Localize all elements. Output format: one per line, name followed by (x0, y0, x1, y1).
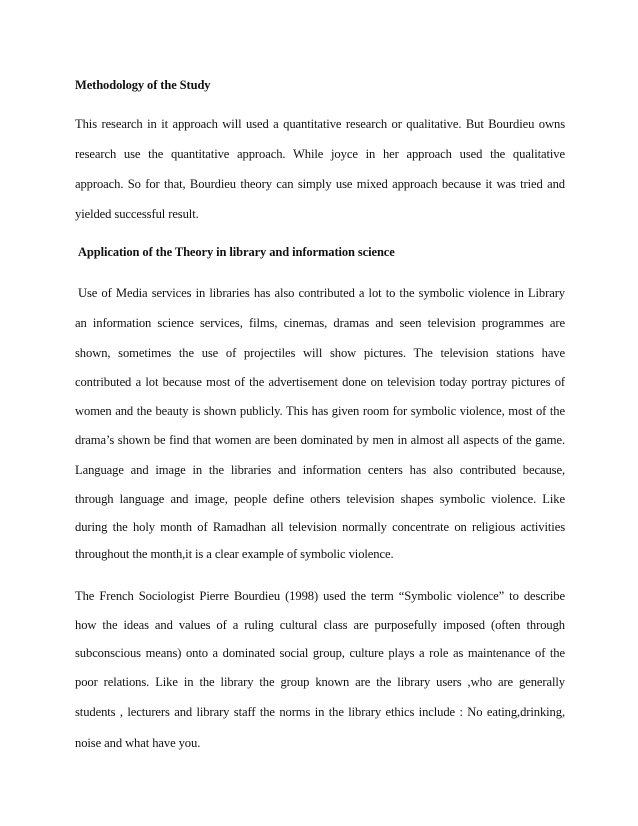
paragraph-line: poor relations. Like in the library the group known are the library users ,who are generally (75, 675, 565, 689)
paragraph-line: noise and what have you. (75, 736, 201, 750)
section-heading-application: Application of the Theory in library and information science (78, 245, 395, 259)
paragraph-line: during the holy month of Ramadhan all television normally concentrate on religious activities (75, 520, 565, 534)
paragraph-line: women and the beauty is shown publicly. This has given room for symbolic violence, most of the (75, 404, 565, 418)
paragraph-line: students , lecturers and library staff the norms in the library ethics include : No eating,drinking, (75, 705, 565, 719)
section-heading-methodology: Methodology of the Study (75, 78, 211, 92)
paragraph-line: approach. So for that, Bourdieu theory can simply use mixed approach because it was tried and (75, 177, 565, 191)
paragraph-line: throughout the month,it is a clear example of symbolic violence. (75, 547, 394, 561)
paragraph-line: yielded successful result. (75, 207, 199, 221)
paragraph-line: shown, sometimes the use of projectiles will show pictures. The television stations have (75, 346, 565, 360)
paragraph-line: how the ideas and values of a ruling cultural class are purposefully imposed (often through (75, 618, 565, 632)
paragraph-line: research use the quantitative approach. While joyce in her approach used the qualitative (75, 147, 565, 161)
paragraph-line: Use of Media services in libraries has also contributed a lot to the symbolic violence in Library (78, 286, 565, 300)
paragraph-line: The French Sociologist Pierre Bourdieu (1998) used the term “Symbolic violence” to describe (75, 589, 565, 603)
paragraph-line: an information science services, films, cinemas, dramas and seen television programmes are (75, 316, 565, 330)
paragraph-line: contributed a lot because most of the advertisement done on television today portray pictures of (75, 375, 565, 389)
paragraph-line: This research in it approach will used a quantitative research or qualitative. But Bourdieu owns (75, 117, 565, 131)
paragraph-line: subconscious means) onto a dominated social group, culture plays a role as maintenance of the (75, 646, 565, 660)
paragraph-line: drama’s shown be find that women are been dominated by men in almost all aspects of the game. (75, 433, 565, 447)
paragraph-line: Language and image in the libraries and information centers has also contributed because, (75, 463, 565, 477)
paragraph-line: through language and image, people define others television shapes symbolic violence. Like (75, 492, 565, 506)
